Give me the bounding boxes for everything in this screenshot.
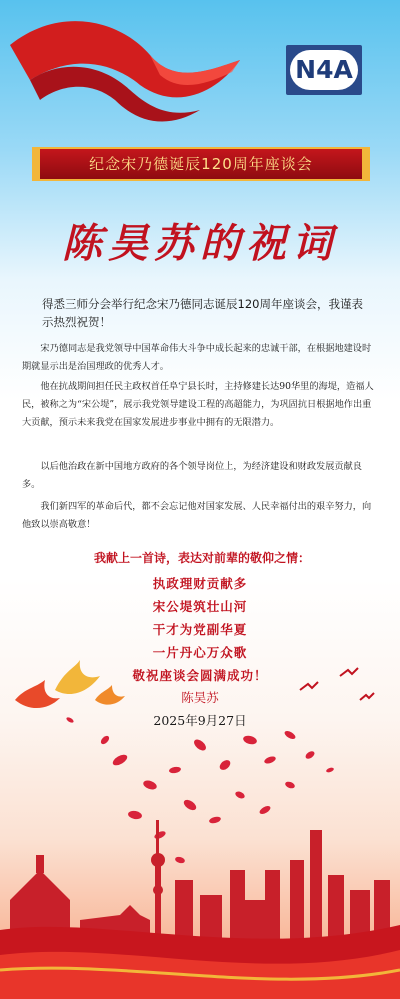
n4a-logo: N4A [290, 50, 358, 90]
poem-line-1: 执政理财贡献多 [152, 576, 248, 591]
event-banner: 纪念宋乃德诞辰120周年座谈会 [40, 147, 362, 181]
paragraph-2: 他在抗战期间担任民主政权首任阜宁县长时，主持修建长达90华里的海堤，造福人民，被称之为“宋公堤”，展示我党领导建设工程的高超能力，为巩固抗日根据地作出重大贡献，预示未来我党在国家发展进步事业中拥有的无限潜力。 [22, 381, 374, 428]
poem-line-2: 宋公堤筑壮山河 [152, 599, 248, 614]
poem-line-4: 一片丹心万众歌 [152, 645, 248, 660]
paragraph-1: 宋乃德同志是我党领导中国革命伟大斗争中成长起来的忠诚干部，在根据地建设时期就显示出是治国理政的优秀人才。 [22, 343, 372, 372]
page-title: 陈昊苏的祝词 [62, 220, 338, 267]
paragraph-3: 以后他治政在新中国地方政府的各个领导岗位上，为经济建设和财政发展贡献良多。 [22, 461, 362, 490]
paragraph-4: 我们新四军的革命后代，都不会忘记他对国家发展、人民幸福付出的艰辛努力，向他致以崇高敬意！ [22, 501, 372, 530]
banner-left-edge [32, 147, 40, 181]
banner-right-edge [362, 147, 370, 181]
signature: 陈昊苏 [181, 690, 219, 705]
red-ribbon [10, 21, 240, 121]
intro-text: 得悉三师分会举行纪念宋乃德同志诞辰120周年座谈会，我谨表示热烈祝贺！ [42, 297, 363, 329]
date: 2025年9月27日 [153, 713, 247, 728]
flying-petals [66, 716, 335, 864]
red-wave-bottom [0, 925, 400, 999]
closing-wish: 敬祝座谈会圆满成功！ [132, 668, 268, 683]
poem-intro: 我献上一首诗，表达对前辈的敬仰之情： [93, 551, 310, 565]
city-skyline-silhouette [10, 820, 390, 940]
poem-line-3: 干才为党副华夏 [152, 622, 248, 637]
